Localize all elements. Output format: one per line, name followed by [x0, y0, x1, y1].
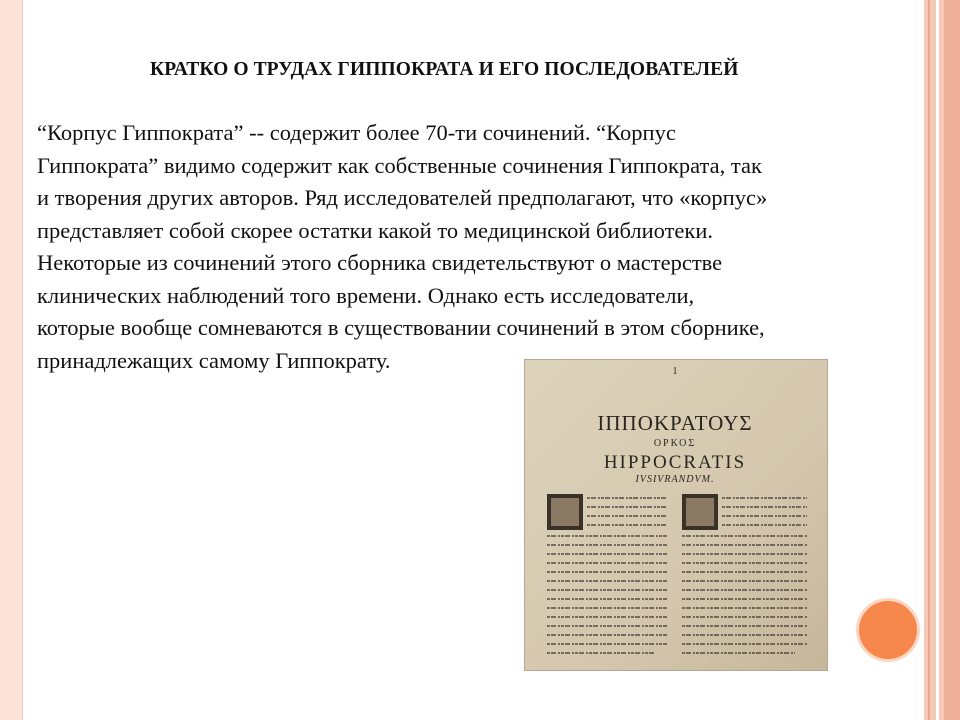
latin-subtitle: IVSIVRANDVM.: [635, 474, 715, 485]
body-line: “Корпус Гиппократа” -- содержит более 70-ти сочинений. “Корпус: [37, 120, 676, 145]
decorative-circle: [856, 598, 920, 662]
frame-stripe: [928, 0, 930, 720]
body-line: и творения других авторов. Ряд исследователей предполагают, что «корпус»: [37, 185, 768, 210]
greek-title: ΙΠΠΟΚΡΑΤΟΥΣ: [597, 411, 753, 435]
body-line: представляет собой скорее остатки какой то медицинской библиотеки.: [37, 217, 714, 243]
slide-title: КРАТКО О ТРУДАХ ГИППОКРАТА И ЕГО ПОСЛЕДОВАТЕЛЕЙ: [150, 59, 739, 80]
page-number: 1: [672, 366, 678, 377]
body-line: Гиппократа” видимо содержит как собственные сочинения Гиппократа, так: [37, 152, 762, 178]
body-line: принадлежащих самому Гиппократу.: [37, 347, 391, 373]
manuscript-page: [525, 360, 827, 670]
decorative-initial: [686, 498, 714, 526]
body-line: которые вообще сомневаются в существовании сочинений в этом сборнике,: [37, 315, 765, 340]
latin-title: HIPPOCRATIS: [603, 452, 747, 473]
slide-body: [37, 117, 917, 377]
manuscript-image: [524, 359, 828, 671]
body-line: Некоторые из сочинений этого сборника свидетельствуют о мастерстве: [37, 250, 723, 275]
left-frame-border: [0, 0, 23, 720]
frame-stripe: [944, 0, 960, 720]
body-line: клинических наблюдений того времени. Однако есть исследователи,: [37, 282, 695, 308]
frame-stripe: [920, 0, 924, 720]
frame-stripe: [936, 0, 939, 720]
greek-subtitle: ΟΡΚΟΣ: [653, 438, 697, 449]
decorative-initial: [551, 498, 579, 526]
